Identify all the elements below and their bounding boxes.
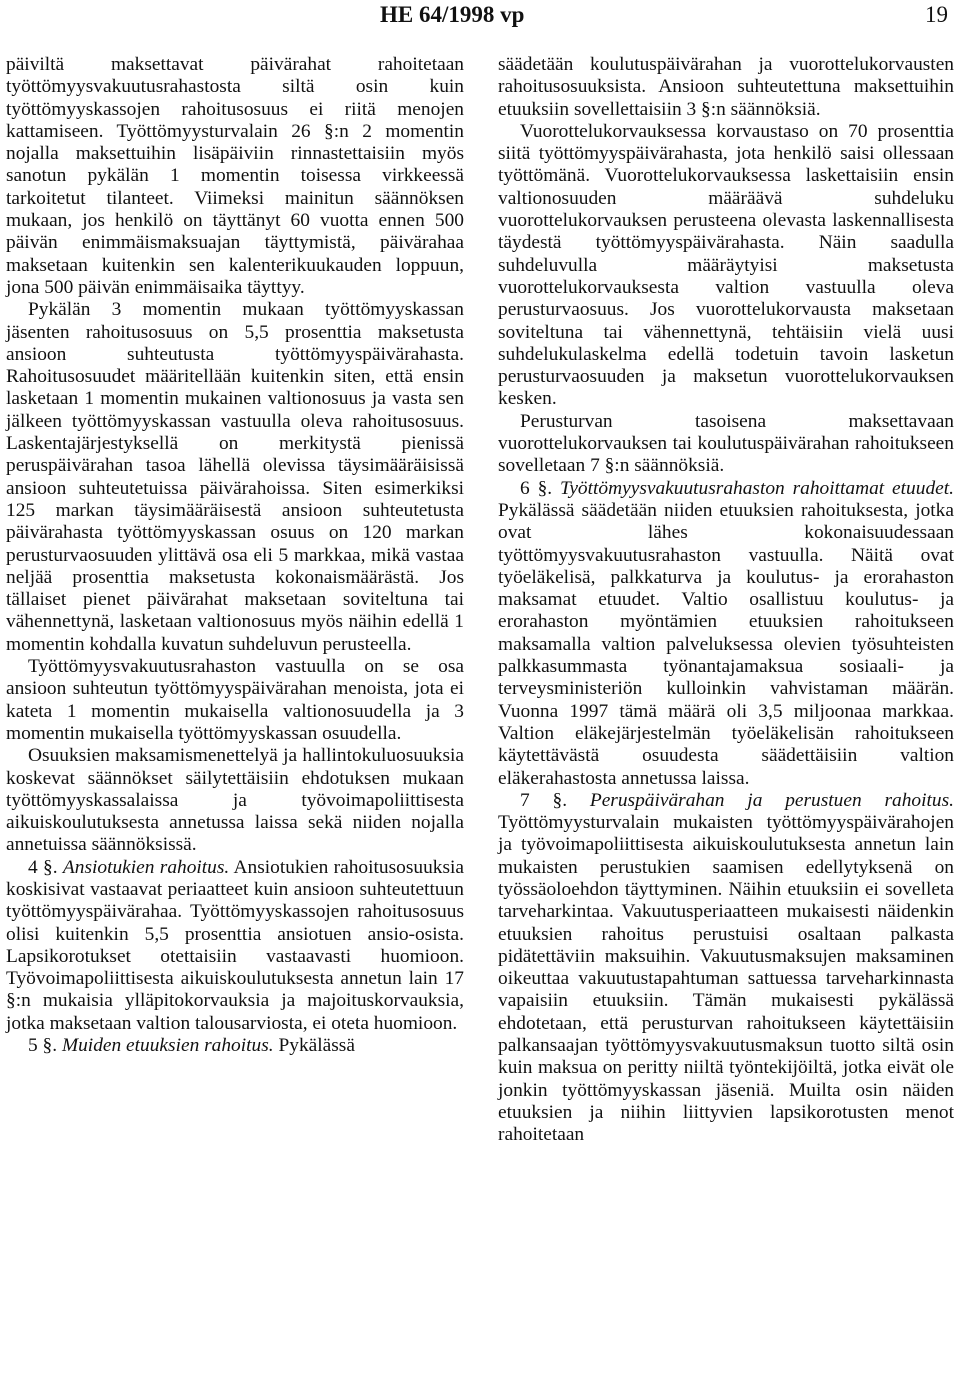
section-text: Pykälässä (278, 1035, 355, 1057)
section-number: 5 §. (28, 1035, 58, 1057)
section-title: Ansiotukien rahoitus. (62, 856, 230, 878)
section-number: 7 §. (520, 789, 568, 811)
section-text: Ansiotukien rahoitusosuuksia koskisivat vastaavat periaatteet kuin ansioon suhteutettuun työttömyyspäivärahaa. Työttömyyskassojen rahoitusosuus olisi kuitenkin 5,5 prosenttia ansiotuen ansio-osista. Lapsikorotukset otettaisiin vastaavasti huomioon. Työvoimapoliittisesta aikuiskoulutuksesta annetun lain 17 §:n mukaisia ylläpitokorvauksia ja majoituskorvauksia, jotka maksetaan valtion talousarviosta, ei oteta huomioon. (6, 856, 465, 1034)
section-number: 4 §. (28, 856, 58, 878)
right-column (498, 54, 954, 1147)
section-paragraph (498, 478, 954, 790)
page-number: 19 (925, 2, 948, 27)
section-text: Pykälässä säädetään niiden etuuksien rahoituksesta, jotka ovat lähes kokonaisuudessaan työttömyysvakuutusrahaston vastuulla. Näitä ovat työeläkelisä, palkkaturva ja koulutus- ja erorahaston maksamat etuudet. Valtio osallistuu koulutus- ja erorahaston myöntämien etuuksien rahoitukseen maksamalla valtion palveluksessa olevien työsuhteisten palkkasummasta työnantajamaksua sosiaali- ja terveysministeriön kulloinkin vahvistaman määrän. Vuonna 1997 tämä määrä oli 3,5 miljoonaa markkaa. Valtion eläkejärjestelmän työeläkelisän rahoitukseen käytettävästä osuudesta säädettäisiin valtion eläkerahastosta annetussa laissa. (498, 499, 954, 789)
section-title: Työttömyysvakuutusrahaston rahoittamat etuudet. (559, 477, 954, 499)
document-title: HE 64/1998 vp (380, 2, 525, 27)
left-column (6, 54, 464, 1057)
section-paragraph (498, 790, 954, 1147)
section-text: Työttömyysturvalain mukaisten työttömyyspäivärahojen ja työvoimapoliittisesta aikuiskoulutuksesta annetun lain mukaisten perustukien saamisen edellytyksenä on työssäoloehdon täyttyminen. Näihin etuuksiin ei sovelleta tarveharkintaa. Vakuutusperiaatteen mukaisesti näidenkin etuuksien rahoitus perustuisi osaltaan palkasta pidätettäviin maksuihin. Vakuutusmaksujen maksaminen oikeuttaa vakuutustapahtuman sattuessa tarveharkinnasta vapaisiin etuuksiin. Tämän mukaisesti pykälässä ehdotetaan, että perusturvan rahoitukseen käytettäisiin palkansaajan työttömyysvakuutusmaksun tuotto siltä osin kuin maksua on peritty niiltä työntekijöiltä, jotka eivät ole jonkin työttömyyskassan jäseniä. Muilta osin näiden etuuksien ja niihin liittyvien lapsikorotusten menot rahoitetaan (498, 812, 954, 1146)
section-title: Peruspäivärahan ja perustuen rahoitus. (589, 789, 954, 811)
paragraph: päiviltä maksettavat päivärahat rahoitetaan työttömyysvakuutusrahastosta siltä osin kuin työttömyyskassojen rahoitusosuus ei riitä menojen kattamiseen. Työttömyysturvalain 26 §:n 2 momentin nojalla maksettuihin lisäpäiviin rinnastettaisiin myös sanotun pykälän 1 momentin toisessa virkkeessä tarkoitetut tilanteet. Viimeksi mainitun säännöksen mukaan, jos henkilö on täyttänyt 60 vuotta ennen 500 päivän enimmäismaksuajan täyttymistä, päivärahaa maksetaan kuitenkin sen kalenterikuukauden loppuun, jona 500 päivän enimmäisaika täyttyy. (6, 54, 464, 298)
paragraph: Pykälän 3 momentin mukaan työttömyyskassan jäsenten rahoitusosuus on 5,5 prosenttia maksetusta ansioon suhteutusta työttömyyspäivärahasta. Rahoitusosuudet määritellään kuitenkin siten, että ensin lasketaan 1 momentin mukainen valtionosuus ja vasta sen jälkeen työttömyyskassan vastuulla oleva rahoitusosuus. Laskentajärjestyksellä on merkitystä pienissä peruspäivärahan tasoa lähellä olevissa täysimääräisissä ansioon suhteutetuissa päivärahoissa. Siten esimerkiksi 125 markan täysimääräisestä ansioon suhteutetusta päivärahasta työttömyyskassan osuus on 120 markan perusturvaosuuden ylittävä osa eli 5 markkaa, mikä vastaa neljää prosenttia maksetusta kokonaismäärästä. Jos tällaiset pienet päivärahat maksetaan soviteltuna tai vähennettynä, lasketaan valtionosuus myös näihin edellä 1 momentin kohdalla kuvatun suhdeluvun perusteella. (6, 299, 464, 655)
paragraph: Perusturvan tasoisena maksettavaan vuorottelukorvauksen tai koulutuspäivärahan rahoitukseen sovelletaan 7 §:n säännöksiä. (498, 410, 954, 477)
paragraph: Vuorottelukorvauksessa korvaustaso on 70 prosenttia siitä työttömyyspäivärahasta, jota henkilö saisi ollessaan työttömänä. Vuorottelukorvauksessa laskettaisiin ensin valtionosuuden määräävä suhdeluku vuorottelukorvauksen perusteena olevasta laskennallisesta täydestä työttömyyspäivärahasta. Näin saadulla suhdeluvulla määräytyisi maksetusta vuorottelukorvauksesta valtion vastuulla oleva perusturvaosuus. Jos vuorottelukorvausta maksetaan soviteltuna tai vähennettynä, tehtäisiin vielä uusi suhdelukulaskelma edellä todetuin tavoin lasketun perusturvaosuuden ja maksetun vuorottelukorvauksen kesken. (498, 120, 954, 410)
section-paragraph (6, 857, 464, 1035)
section-paragraph (6, 1035, 464, 1057)
page-header (0, 0, 960, 40)
paragraph: säädetään koulutuspäivärahan ja vuorottelukorvausten rahoitusosuuksista. Ansioon suhteutettuna maksettuihin etuuksiin sovellettaisiin 3 §:n säännöksiä. (498, 54, 954, 120)
paragraph: Osuuksien maksamismenettelyä ja hallintokuluosuuksia koskevat säännökset säilytettäisiin ehdotuksen mukaan työttömyyskassalaissa ja työvoimapoliittisesta aikuiskoulutuksesta annetussa laissa sekä niiden nojalla annetuissa säännöksissä. (6, 745, 464, 856)
paragraph: Työttömyysvakuutusrahaston vastuulla on se osa ansioon suhteutun työttömyyspäivärahan menoista, jota ei kateta 1 momentin mukaisella valtionosuudella ja 3 momentin mukaisella työttömyyskassan osuudella. (6, 656, 464, 744)
section-title: Muiden etuuksien rahoitus. (61, 1035, 274, 1057)
section-number: 6 §. (520, 477, 553, 499)
